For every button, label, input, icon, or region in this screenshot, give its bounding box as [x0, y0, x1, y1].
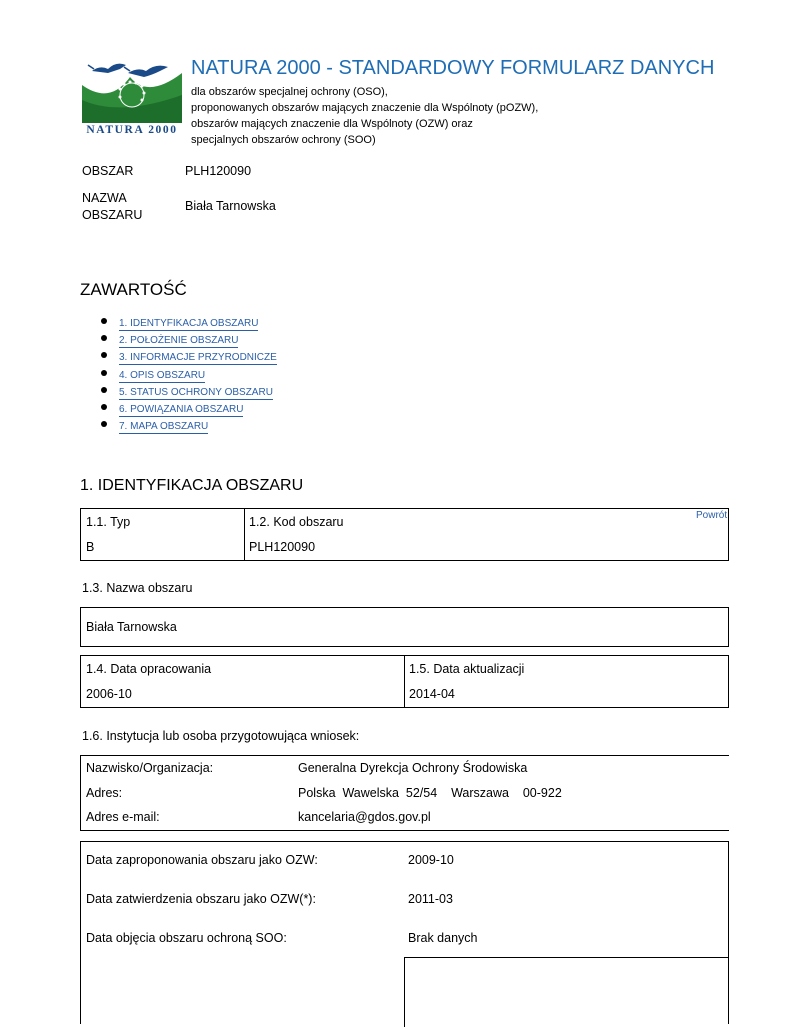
- toc-link-identyfikacja[interactable]: 1. IDENTYFIKACJA OBSZARU: [119, 318, 259, 329]
- nazwa-label-line1: NAZWA: [82, 191, 127, 205]
- section1-heading: 1. IDENTYFIKACJA OBSZARU: [80, 477, 304, 494]
- soo-label: Data objęcia obszaru ochroną SOO:: [86, 931, 287, 945]
- natura2000-logo-graphic: [80, 55, 184, 125]
- instytucja-table: [80, 755, 729, 831]
- logo-text: NATURA 2000: [86, 124, 178, 136]
- typ-kod-table: [80, 508, 729, 561]
- soo-value: Brak danych: [408, 931, 478, 945]
- nazwa-box-value: Biała Tarnowska: [86, 620, 177, 634]
- obszar-value: PLH120090: [185, 164, 252, 178]
- adres-label: Adres:: [86, 786, 123, 800]
- bullet-icon: [101, 335, 107, 341]
- kod-value: PLH120090: [249, 540, 316, 554]
- subtitle-line: dla obszarów specjalnej ochrony (OSO),: [191, 86, 388, 98]
- toc-link-powiazania[interactable]: 6. POWIĄZANIA OBSZARU: [119, 403, 244, 415]
- site-info: [0, 163, 400, 223]
- typ-label: 1.1. Typ: [86, 515, 131, 529]
- email-value: kancelaria@gdos.gov.pl: [298, 810, 431, 824]
- data-aktualizacji-label: 1.5. Data aktualizacji: [409, 662, 525, 676]
- data-aktualizacji-value: 2014-04: [409, 687, 455, 701]
- instytucja-label: 1.6. Instytucja lub osoba przygotowująca wniosek:: [82, 729, 360, 743]
- table-divider: [244, 509, 245, 560]
- bullet-icon: [101, 387, 107, 393]
- nazwa-value: Biała Tarnowska: [185, 199, 276, 213]
- org-value: Generalna Dyrekcja Ochrony Środowiska: [298, 761, 528, 775]
- soo-inner-box: [404, 957, 729, 1027]
- bullet-icon: [101, 370, 107, 376]
- toc-link-polozenie[interactable]: 2. POŁOŻENIE OBSZARU: [119, 335, 239, 347]
- toc-link-opis[interactable]: 4. OPIS OBSZARU: [119, 369, 206, 381]
- ozw-prop-label: Data zaproponowania obszaru jako OZW:: [86, 853, 318, 867]
- email-label: Adres e-mail:: [86, 810, 160, 824]
- kod-label: 1.2. Kod obszaru: [249, 515, 344, 529]
- nazwa-box: [80, 607, 729, 647]
- subtitle-line: proponowanych obszarów mających znaczenie dla Wspólnoty (pOZW),: [191, 102, 539, 114]
- toc-link-mapa[interactable]: 7. MAPA OBSZARU: [119, 421, 209, 433]
- contents-heading: ZAWARTOŚĆ: [80, 280, 187, 299]
- back-link[interactable]: Powrót: [696, 510, 728, 521]
- typ-value: B: [86, 540, 95, 554]
- org-label: Nazwisko/Organizacja:: [86, 761, 214, 775]
- daty-table: [80, 655, 729, 708]
- bullet-icon: [101, 421, 107, 427]
- adres-value: Polska Wawelska 52/54 Warszawa 00-922: [298, 786, 562, 800]
- bullet-icon: [101, 404, 107, 410]
- obszar-label: OBSZAR: [82, 164, 134, 178]
- bullet-icon: [101, 352, 107, 358]
- subtitle: [191, 84, 538, 148]
- table-divider: [404, 656, 405, 707]
- ozw-zatw-label: Data zatwierdzenia obszaru jako OZW(*):: [86, 892, 316, 906]
- toc-link-informacje[interactable]: 3. INFORMACJE PRZYRODNICZE: [119, 352, 277, 364]
- subtitle-line: specjalnych obszarów ochrony (SOO): [191, 134, 376, 146]
- toc-link-status[interactable]: 5. STATUS OCHRONY OBSZARU: [119, 386, 273, 398]
- nazwa-label-line2: OBSZARU: [82, 208, 143, 222]
- ozw-prop-value: 2009-10: [408, 853, 454, 867]
- subtitle-line: obszarów mających znaczenie dla Wspólnoty (OZW) oraz: [191, 118, 473, 130]
- bullet-icon: [101, 318, 107, 324]
- ozw-dates-box: [80, 841, 729, 1024]
- nazwa-section-label: 1.3. Nazwa obszaru: [82, 581, 193, 595]
- page-title: NATURA 2000 - STANDARDOWY FORMULARZ DANYCH: [191, 57, 715, 79]
- data-opracowania-value: 2006-10: [86, 687, 132, 701]
- ozw-zatw-value: 2011-03: [408, 892, 453, 906]
- data-opracowania-label: 1.4. Data opracowania: [86, 662, 212, 676]
